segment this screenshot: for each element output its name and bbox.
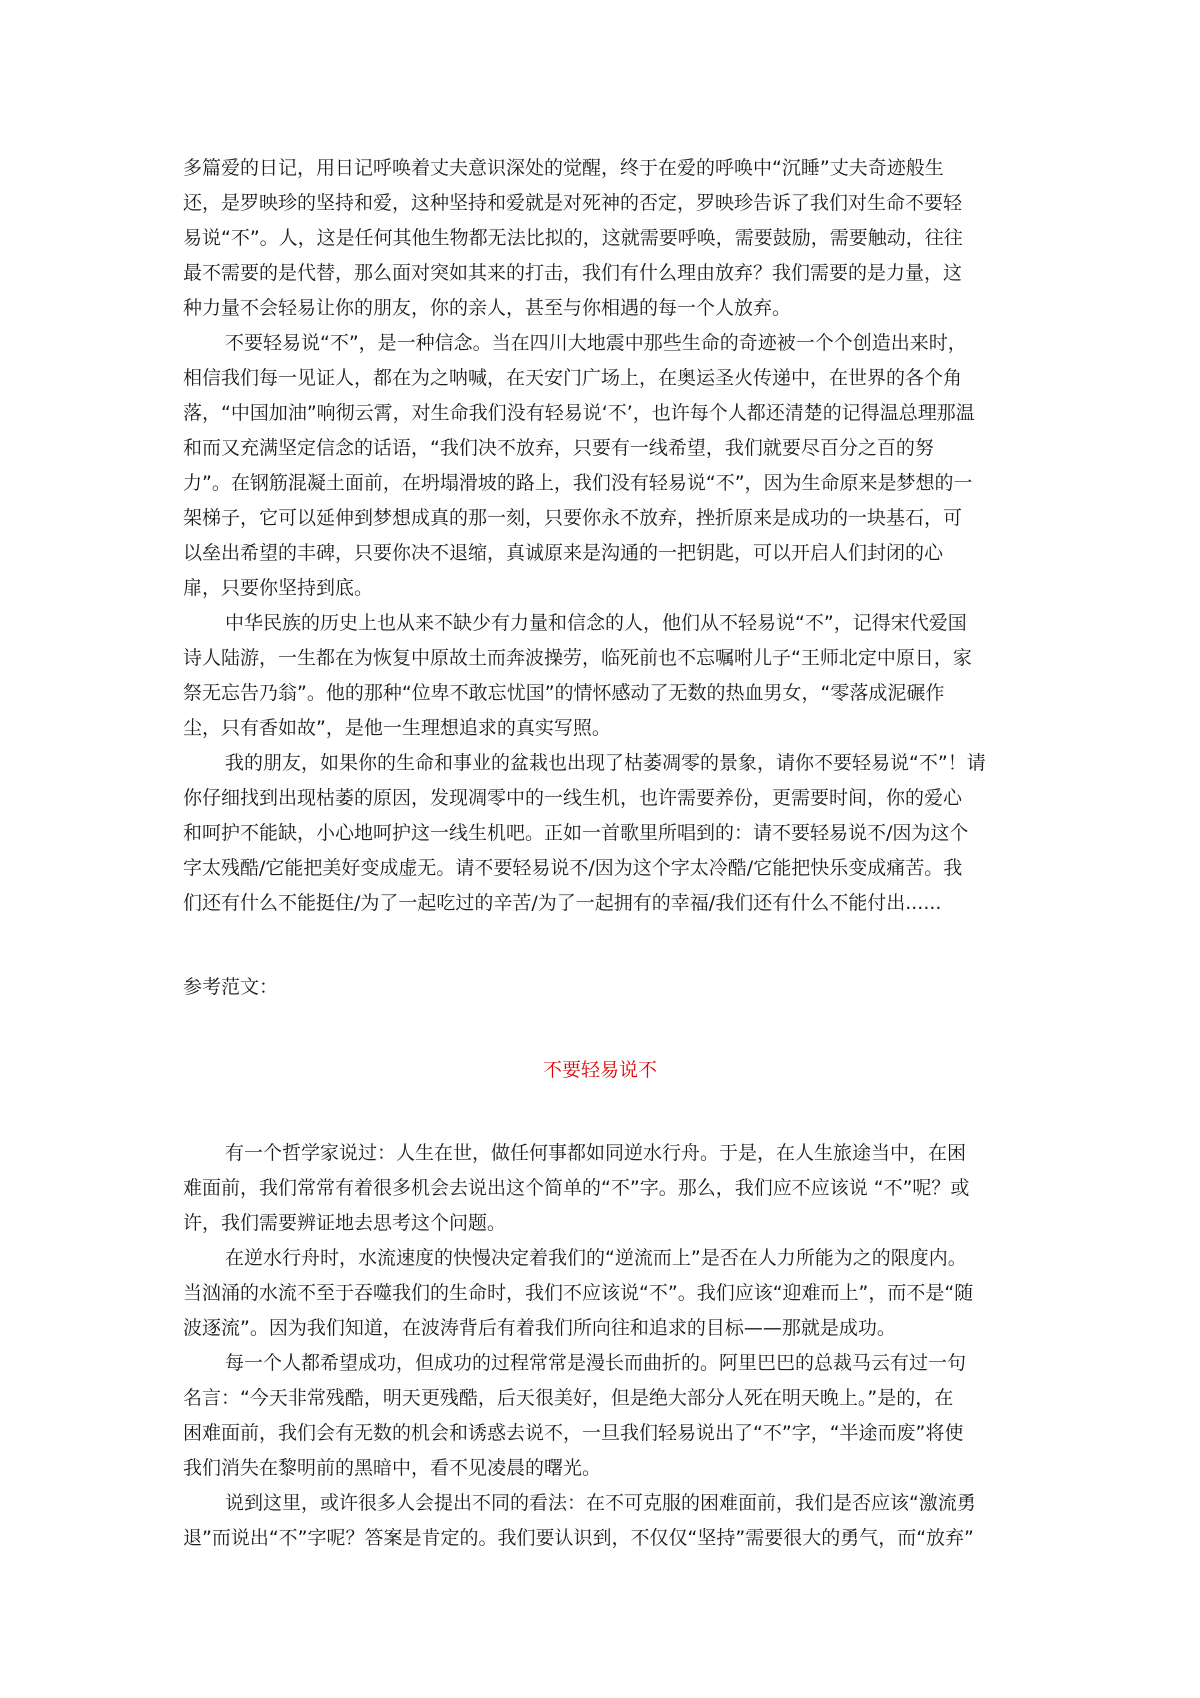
text-line: 架梯子，它可以延伸到梦想成真的那一刻，只要你永不放弃，挫折原来是成功的一块基石，可	[183, 507, 963, 529]
text-line: 名言：“今天非常残酷，明天更残酷，后天很美好，但是绝大部分人死在明天晚上。”是的，在	[183, 1387, 954, 1409]
text-line: 中华民族的历史上也从来不缺少有力量和信念的人，他们从不轻易说“不”，记得宋代爱国	[225, 612, 967, 634]
text-line: 易说“不”。人，这是任何其他生物都无法比拟的，这就需要呼唤，需要鼓励，需要触动，往往	[183, 227, 963, 249]
text-line: 难面前，我们常常有着很多机会去说出这个简单的“不”字。那么，我们应不应该说 “不”呢？或	[183, 1177, 970, 1199]
text-line: 说到这里，或许很多人会提出不同的看法：在不可克服的困难面前，我们是否应该“激流勇	[225, 1492, 976, 1514]
text-line: 最不需要的是代替，那么面对突如其来的打击，我们有什么理由放弃？我们需要的是力量，这	[183, 262, 963, 284]
text-line: 诗人陆游，一生都在为恢复中原故土而奔波操劳，临死前也不忘嘱咐儿子“王师北定中原日，家	[183, 647, 972, 669]
text-line: 波逐流”。因为我们知道，在波涛背后有着我们所向往和追求的目标——那就是成功。	[183, 1317, 896, 1339]
text-line: 退”而说出“不”字呢？答案是肯定的。我们要认识到，不仅仅“坚持”需要很大的勇气，而“放弃”	[183, 1527, 974, 1549]
essay-body	[183, 1136, 1028, 1556]
text-line: 你仔细找到出现枯萎的原因，发现凋零中的一线生机，也许需要养份，更需要时间，你的爱心	[183, 787, 963, 809]
text-line: 尘，只有香如故”，是他一生理想追求的真实写照。	[183, 717, 611, 739]
text-line: 字太残酷/它能把美好变成虚无。请不要轻易说不/因为这个字太冷酷/它能把快乐变成痛苦。我	[183, 857, 963, 879]
text-line: 和呵护不能缺，小心地呵护这一线生机吧。正如一首歌里所唱到的：请不要轻易说不/因为这个	[183, 822, 969, 844]
text-line: 祭无忘告乃翁”。他的那种“位卑不敢忘忧国”的情怀感动了无数的热血男女，“零落成泥碾作	[183, 682, 945, 704]
text-line: 相信我们每一见证人，都在为之呐喊，在天安门广场上，在奥运圣火传递中，在世界的各个角	[183, 367, 963, 389]
text-line: 在逆水行舟时，水流速度的快慢决定着我们的“逆流而上”是否在人力所能为之的限度内。	[225, 1247, 967, 1269]
text-line: 不要轻易说“不”，是一种信念。当在四川大地震中那些生命的奇迹被一个个创造出来时，	[225, 332, 967, 354]
text-line: 以垒出希望的丰碑，只要你决不退缩，真诚原来是沟通的一把钥匙，可以开启人们封闭的心	[183, 542, 944, 564]
essay-excerpt	[183, 151, 1028, 921]
text-line: 还，是罗映珍的坚持和爱，这种坚持和爱就是对死神的否定，罗映珍告诉了我们对生命不要轻	[183, 192, 963, 214]
text-line: 我的朋友，如果你的生命和事业的盆栽也出现了枯萎凋零的景象，请你不要轻易说“不”！请	[225, 752, 986, 774]
text-line: 力”。在钢筋混凝土面前，在坍塌滑坡的路上，我们没有轻易说“不”，因为生命原来是梦想的一	[183, 472, 973, 494]
text-line: 许，我们需要辨证地去思考这个问题。	[183, 1212, 507, 1234]
text-line: 我们消失在黎明前的黑暗中，看不见凌晨的曙光。	[183, 1457, 602, 1479]
text-line: 种力量不会轻易让你的朋友，你的亲人，甚至与你相遇的每一个人放弃。	[183, 297, 792, 319]
text-line: 有一个哲学家说过：人生在世，做任何事都如同逆水行舟。于是，在人生旅途当中，在困	[225, 1142, 967, 1164]
text-line: 困难面前，我们会有无数的机会和诱惑去说不，一旦我们轻易说出了“不”字，“半途而废”将使	[183, 1422, 964, 1444]
text-line: 当汹涌的水流不至于吞噬我们的生命时，我们不应该说“不”。我们应该“迎难而上”，而不是“随	[183, 1282, 974, 1304]
reference-label: 参考范文：	[183, 976, 279, 998]
text-line: 每一个人都希望成功，但成功的过程常常是漫长而曲折的。阿里巴巴的总裁马云有过一句	[225, 1352, 967, 1374]
text-line: 们还有什么不能挺住/为了一起吃过的辛苦/为了一起拥有的幸福/我们还有什么不能付出......	[183, 892, 942, 914]
text-line: 扉，只要你坚持到底。	[183, 577, 374, 599]
text-line: 和而又充满坚定信念的话语，“我们决不放弃，只要有一线希望，我们就要尽百分之百的努	[183, 437, 934, 459]
essay-title: 不要轻易说不	[542, 1059, 657, 1081]
text-line: 落，“中国加油”响彻云霄，对生命我们没有轻易说‘不’，也许每个人都还清楚的记得温总理那温	[183, 402, 975, 424]
text-line: 多篇爱的日记，用日记呼唤着丈夫意识深处的觉醒，终于在爱的呼唤中“沉睡”丈夫奇迹般生	[183, 157, 944, 179]
